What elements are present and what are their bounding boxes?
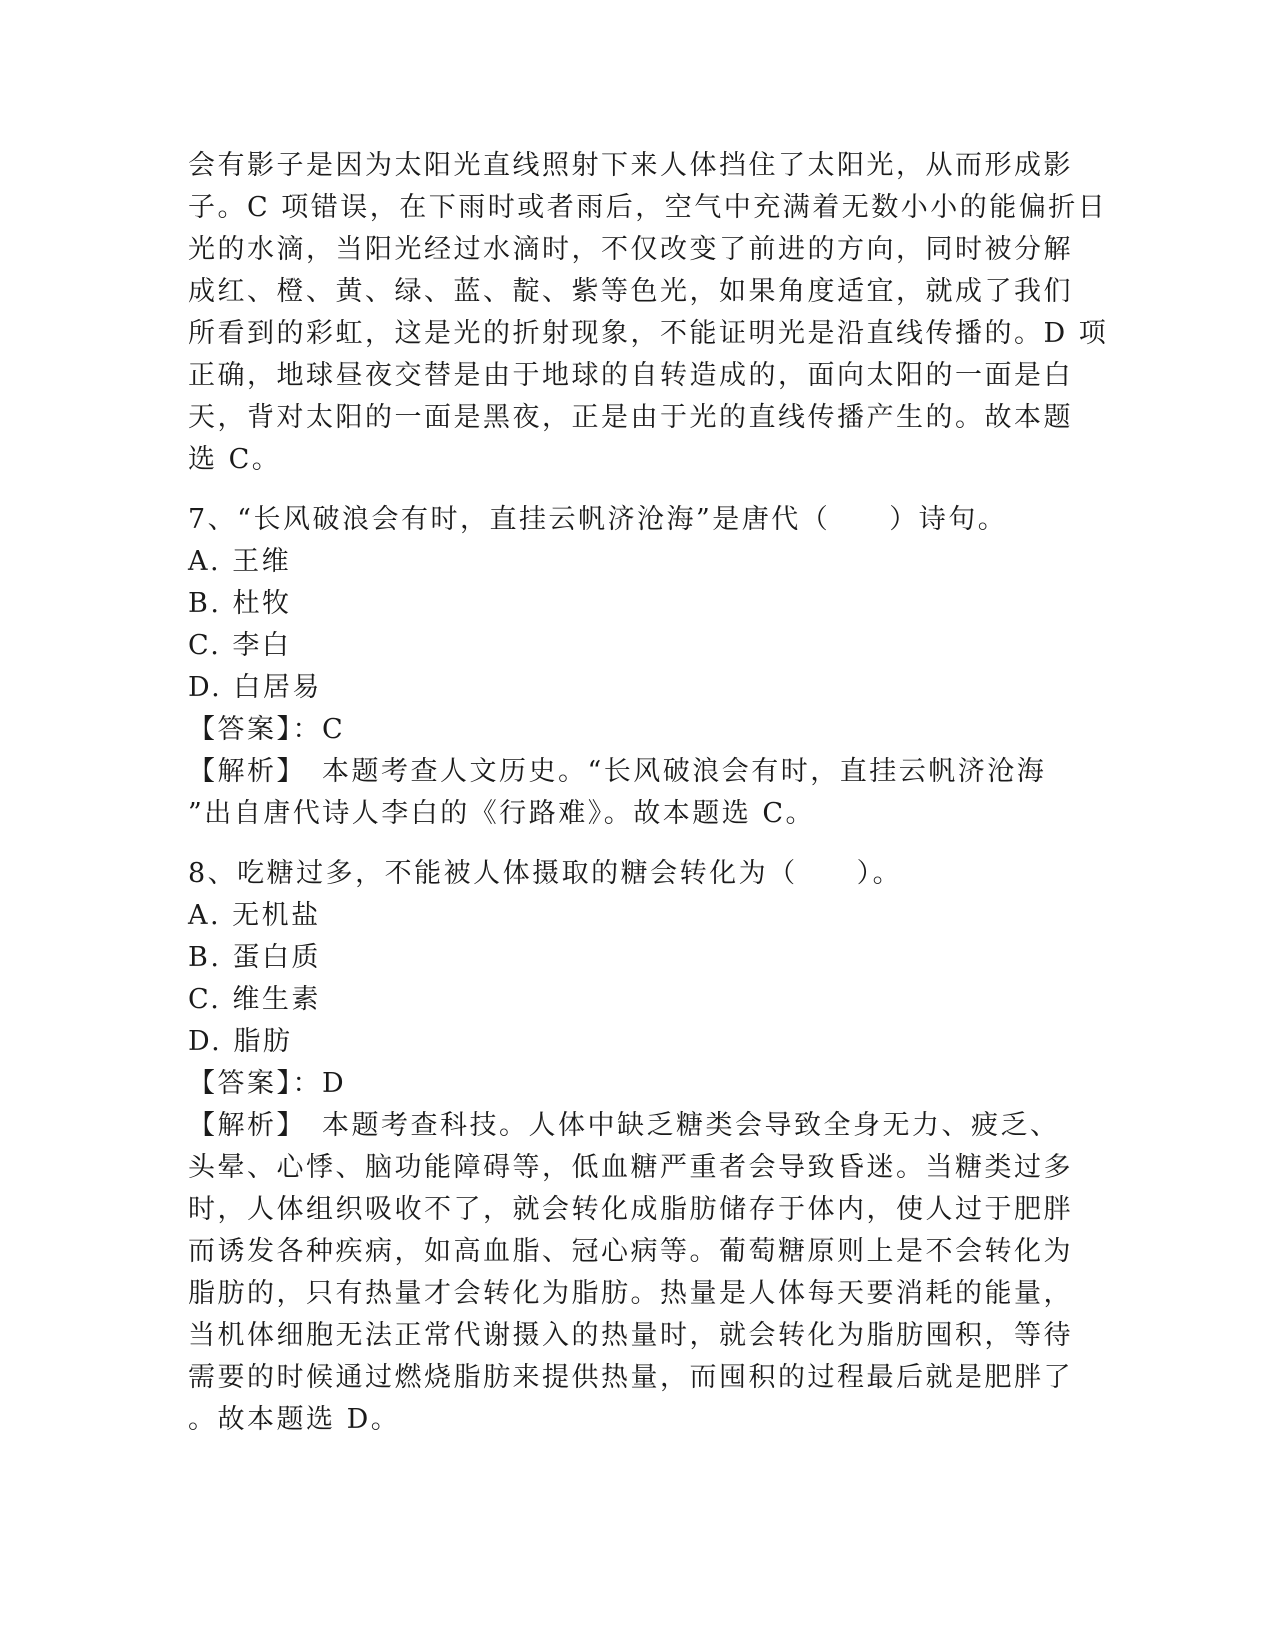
spacer: [188, 481, 1088, 499]
explanation-line: ”出自唐代诗人李白的《行路难》。故本题选 C。: [188, 798, 816, 829]
explanation-line: 需要的时候通过燃烧脂肪来提供热量，而囤积的过程最后就是肥胖了: [188, 1362, 1073, 1393]
question-text: 7、“长风破浪会有时，直挂云帆济沧海”是唐代（ ）诗句。: [188, 504, 1008, 535]
text-line: 所看到的彩虹，这是光的折射现象，不能证明光是沿直线传播的。D 项: [188, 318, 1109, 349]
option-a: A. 无机盐: [188, 900, 321, 931]
explanation-line: 而诱发各种疾病，如高血脂、冠心病等。葡萄糖原则上是不会转化为: [188, 1236, 1073, 1267]
option-c: C. 李白: [188, 630, 292, 661]
answer: 【答案】：C: [188, 714, 346, 745]
option-d: D. 脂肪: [188, 1026, 293, 1057]
explanation-line: 【解析】 本题考查人文历史。“长风破浪会有时，直挂云帆济沧海: [188, 756, 1047, 787]
text-line: 天，背对太阳的一面是黑夜，正是由于光的直线传播产生的。故本题: [188, 402, 1073, 433]
text-line: 成红、橙、黄、绿、蓝、靛、紫等色光，如果角度适宜，就成了我们: [188, 276, 1073, 307]
question-8: [188, 853, 1088, 1441]
document-page: [188, 145, 1109, 1441]
explanation-line: 头晕、心悸、脑功能障碍等，低血糖严重者会导致昏迷。当糖类过多: [188, 1152, 1073, 1183]
option-c: C. 维生素: [188, 984, 321, 1015]
explanation-line: 脂肪的，只有热量才会转化为脂肪。热量是人体每天要消耗的能量，: [188, 1278, 1073, 1309]
text-line: 子。C 项错误，在下雨时或者雨后，空气中充满着无数小小的能偏折日: [188, 192, 1108, 223]
question-text: 8、吃糖过多，不能被人体摄取的糖会转化为（ ）。: [188, 858, 903, 889]
explanation-line: 当机体细胞无法正常代谢摄入的热量时，就会转化为脂肪囤积，等待: [188, 1320, 1073, 1351]
option-b: B. 蛋白质: [188, 942, 322, 973]
question-7: [188, 499, 1088, 835]
explanation-line: 。故本题选 D。: [188, 1404, 401, 1435]
option-a: A. 王维: [188, 546, 292, 577]
explanation-line: 时，人体组织吸收不了，就会转化成脂肪储存于体内，使人过于肥胖: [188, 1194, 1073, 1225]
option-d: D. 白居易: [188, 672, 322, 703]
explanation-line: 【解析】 本题考查科技。人体中缺乏糖类会导致全身无力、疲乏、: [188, 1110, 1060, 1141]
text-line: 选 C。: [188, 444, 282, 475]
text-line: 会有影子是因为太阳光直线照射下来人体挡住了太阳光，从而形成影: [188, 150, 1073, 181]
text-line: 正确，地球昼夜交替是由于地球的自转造成的，面向太阳的一面是白: [188, 360, 1073, 391]
answer: 【答案】：D: [188, 1068, 347, 1099]
spacer: [188, 835, 1088, 853]
option-b: B. 杜牧: [188, 588, 292, 619]
previous-explanation-continuation: [188, 145, 1109, 481]
text-line: 光的水滴，当阳光经过水滴时，不仅改变了前进的方向，同时被分解: [188, 234, 1073, 265]
